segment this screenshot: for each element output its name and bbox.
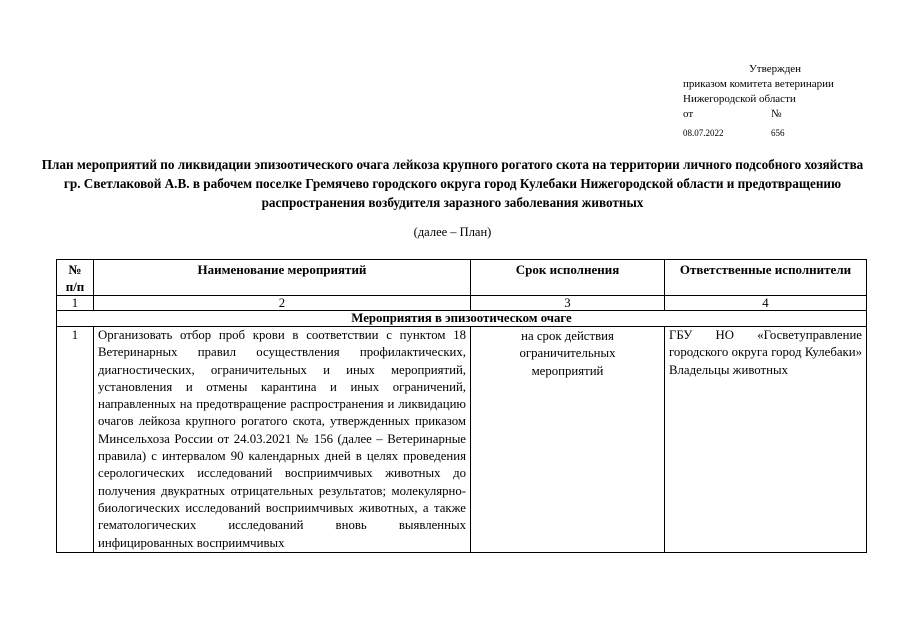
col-number-3: 3: [471, 296, 665, 311]
approval-date-number-values: [683, 126, 883, 139]
header-executors: Ответственные исполнители: [665, 260, 867, 296]
section-title: Мероприятия в эпизоотическом очаге: [57, 311, 867, 327]
document-title: План мероприятий по ликвидации эпизоотического очага лейкоза крупного рогатого скота на территории личного подсобного хозяйства гр. Светлаковой А.В. в рабочем поселке Гремячево городского округа город Кулебаки Нижегородской области и предотвращению распространения возбудителя заразного заболевания животных: [41, 157, 864, 210]
date-label: от: [683, 108, 694, 120]
row-term: на срок действия ограничительных мероприятий: [471, 327, 665, 553]
table-header-row: [57, 260, 867, 296]
col-number-1: 1: [57, 296, 94, 311]
number-label: №: [771, 108, 782, 120]
approval-date-number-labels: [683, 107, 883, 122]
section-row: [57, 311, 867, 327]
approval-stamp: [683, 62, 883, 139]
col-number-2: 2: [94, 296, 471, 311]
column-number-row: [57, 296, 867, 311]
row-measure-text: Организовать отбор проб крови в соответствии с пунктом 18 Ветеринарных правил осуществления профилактических, диагностических, ограничительных и иных мероприятий, установления и отмены карантина и иных ограничений, направленных на предотвращение распространения и ликвидацию очагов лейкоза крупного рогатого скота, утвержденных приказом Минсельхоза России от 24.03.2021 № 156 (далее – Ветеринарные правила) с интервалом 90 календарных дней в целях проведения серологических исследований восприимчивых животных до получения двукратных отрицательных результатов; молекулярно-биологических исследований восприимчивых животных, а также гематологических исследований вновь выявленных инфицированных восприимчивых: [94, 327, 471, 553]
header-term: Срок исполнения: [471, 260, 665, 296]
row-number: 1: [57, 327, 94, 553]
table-row: [57, 327, 867, 553]
executor-organization: ГБУ НО «Госветуправление городского округа город Кулебаки»: [669, 328, 862, 360]
approval-issuer: приказом комитета ветеринарии: [683, 78, 834, 90]
approval-title: Утвержден: [749, 63, 802, 75]
row-executors: [665, 327, 867, 553]
approval-date: 08.07.2022: [683, 128, 724, 138]
header-num: № п/п: [57, 260, 94, 296]
approval-region: Нижегородской области: [683, 93, 796, 105]
col-number-4: 4: [665, 296, 867, 311]
plan-table: [56, 259, 867, 553]
executor-owners: Владельцы животных: [669, 362, 788, 377]
document-subtitle: (далее – План): [413, 225, 492, 239]
approval-number: 656: [771, 128, 785, 138]
header-name: Наименование мероприятий: [94, 260, 471, 296]
